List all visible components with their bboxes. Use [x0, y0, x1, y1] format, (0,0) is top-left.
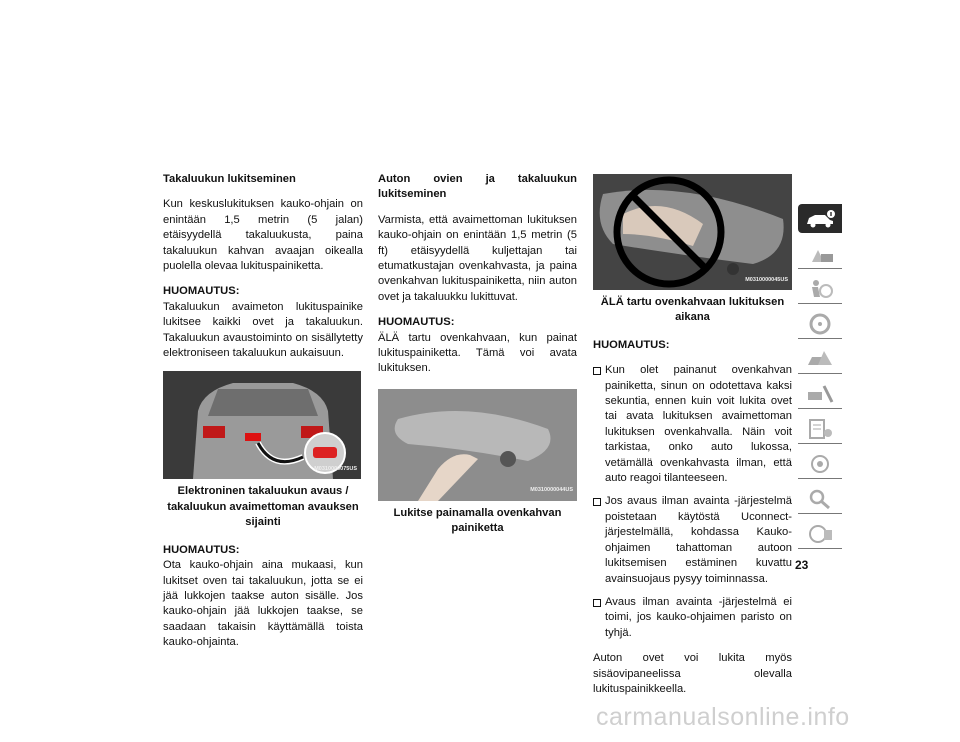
section-heading: Takaluukun lukitseminen — [163, 173, 296, 185]
liftgate-figure — [163, 371, 361, 479]
bullet-item: Kun olet painanut ovenkahvan painiketta, sinun on odotettava kaksi sekuntia, ennen kuin voit lukita ovet tai avata lukituksen avaimettoman lukituksen ovenkahvalla. Näin voit tarkistaa, onko auto lukossa, vetämällä ovenkahvasta ilman, että auto reagoi tilanteeseen. — [593, 363, 792, 486]
figure-caption: Lukitse painamalla ovenkahvan painiketta — [393, 506, 562, 535]
note-text: Takaluukun avaimeton lukituspainike lukitsee kaikki ovet ja takaluukun. Takaluukun avaustoiminto on sisällytetty elektroniseen takaluukun aukaisuun. — [163, 300, 363, 360]
column-1 — [163, 172, 363, 661]
steering-wheel-icon[interactable] — [798, 309, 842, 339]
section-heading: Auton ovien ja takaluukun lukitseminen — [378, 173, 577, 201]
closing-paragraph: Auton ovet voi lukita myös sisäovipaneelissa olevalla lukituspainikkeella. — [593, 652, 792, 695]
note-heading: HUOMAUTUS: — [593, 338, 670, 351]
note — [378, 315, 577, 377]
note-heading: HUOMAUTUS: — [378, 316, 455, 329]
note — [163, 284, 363, 361]
language-icon[interactable] — [798, 519, 842, 549]
figure-code: M0310000045US — [745, 276, 788, 283]
paragraph: Varmista, että avaimettoman lukituksen kauko-ohjain on enintään 1,5 metrin (5 ft) etäisyydellä kuljettajan tai etumatkustajan ovenkahvasta, ja paina ovenkahvan lukituspainiketta, niin auton ovet ja takaluukku lukittuvat. — [378, 213, 577, 303]
figure-code: M0310000075US — [314, 466, 357, 473]
column-2 — [378, 172, 577, 549]
warning-message-icon[interactable] — [798, 239, 842, 269]
specifications-icon[interactable] — [798, 414, 842, 444]
bullet-item: Jos avaus ilman avainta -järjestelmä poistetaan käytöstä Uconnect-järjestelmällä, kohdassa Kauko-ohjaimen tahattoman autoon lukitsemisen estäminen kuvattu avainsuojaus pysyy toiminnassa. — [593, 494, 792, 586]
page-number: 23 — [795, 558, 809, 572]
multimedia-icon[interactable] — [798, 449, 842, 479]
do-not-grab-figure — [593, 174, 792, 290]
note-text: ÄLÄ tartu ovenkahvaan, kun painat lukituspainiketta. Tämä voi avata lukituksen. — [378, 331, 577, 375]
figure-caption: ÄLÄ tartu ovenkahvaan lukituksen aikana — [600, 296, 785, 324]
maintenance-tools-icon[interactable] — [798, 379, 842, 409]
watermark: carmanualsonline.info — [596, 703, 850, 731]
bullet-item: Avaus ilman avainta -järjestelmä ei toimi, jos kauko-ohjaimen paristo on tyhjä. — [593, 595, 792, 641]
search-index-icon[interactable] — [798, 484, 842, 514]
figure-code: M0310000044US — [530, 487, 573, 494]
note-heading: HUOMAUTUS: — [163, 285, 240, 298]
door-handle-figure — [378, 389, 577, 501]
figure-caption: Elektroninen takaluukun avaus / takaluukun avaimettoman avauksen sijainti — [167, 485, 359, 529]
car-info-icon[interactable] — [798, 204, 842, 233]
paragraph: Kun keskuslukituksen kauko-ohjain on enintään 1,5 metrin (5 jalan) etäisyydellä takaluukusta, paina takaluukun kahvan avaajan oikealla puolella olevaa lukituspainiketta. — [163, 198, 363, 273]
note-bullets — [593, 363, 792, 641]
column-3 — [593, 174, 792, 707]
note — [163, 543, 363, 651]
note-heading: HUOMAUTUS: — [163, 543, 240, 556]
emergency-icon[interactable] — [798, 344, 842, 374]
note-text: Ota kauko-ohjain aina mukaasi, kun lukitset oven tai takaluukun, jotta se ei jää lukkojen taakse auton sisälle. Jos kauko-ohjain jää lukkojen taakse, se saadaan takaisin käyttämällä toista kauko-ohjainta. — [163, 559, 363, 649]
safety-seat-icon[interactable] — [798, 274, 842, 304]
